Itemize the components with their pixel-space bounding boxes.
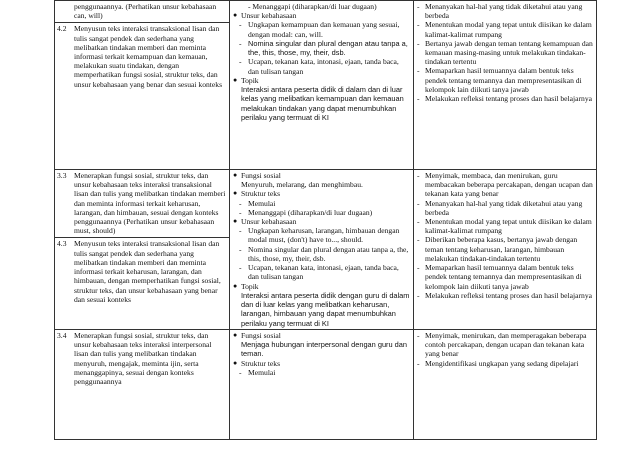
material-cell: - Menanggapi (diharapkan/di luar dugaan) ● Unsur kebahasaan - Ungkapan kemampuan dan kemauan yang sesuai, dengan modal: can, will. - Nomina singular dan plural dengan atau tanpa a, the, this, those, my, their, dsb. - Ucapan, tekanan kata, intonasi, ejaan, tanda baca, dan tulisan tangan ● Topik Interaksi antara peserta didik di dalam dan di luar kelas yang melibatkan kemampuan dan kemauan melakukan tindakan yang dapat menumbuhkan perilaku yang termuat di KI	[230, 1, 414, 170]
competency-text: Menyusun teks interaksi transaksional lisan dan tulis sangat pendek dan sederhana yang melibatkan tindakan memberi dan meminta informasi terkait kemampuan dan kemauan, melakukan suatu tindakan, dengan memperhatikan fungsi sosial, struktur teks, dan unsur kebahasaan yang benar dan sesuai konteks	[74, 24, 223, 89]
material-text: Interaksi antara peserta didik dengan guru di dalam dan di luar kelas yang melibatkan keharusan, larangan, himbauan yang dapat menumbuhkan perilaku yang termuat di KI	[241, 290, 410, 328]
bullet-icon: ●	[233, 217, 238, 226]
competency-number: 4.2	[57, 24, 67, 34]
material-subitem: Memulai	[248, 198, 276, 208]
activity-item: Mengidentifikasi ungkapan yang sedang dipelajari	[425, 358, 579, 368]
activity-item: Menentukan modal yang tepat untuk diisikan ke dalam kalimat-kalimat rumpang	[425, 20, 592, 39]
material-subitem: Ucapan, tekanan kata, intonasi, ejaan, tanda baca, dan tulisan tangan	[248, 263, 399, 282]
material-subitem: Ungkapan keharusan, larangan, himbauan dengan modal must, (don't) have to..., should.	[248, 226, 400, 245]
competency-cell	[55, 1, 230, 170]
material-heading: Fungsi sosial	[241, 171, 281, 181]
table-row	[55, 170, 597, 330]
competency-cell	[55, 329, 230, 439]
bullet-icon: ●	[233, 75, 238, 84]
material-heading: Struktur teks	[241, 358, 281, 368]
bullet-icon: ●	[233, 171, 238, 180]
activity-item: Menyimak, menirukan, dan memperagakan beberapa contoh percakapan, dengan ucapan dan tekanan kata yang benar	[425, 330, 587, 359]
competency-text: penggunaannya. (Perhatikan unsur kebahasaan can, will)	[74, 2, 217, 21]
material-heading: Unsur kebahasaan	[241, 217, 297, 227]
activity-item: Bertanya jawab dengan teman tentang kemampuan dan kemauan masing-masing untuk melakukan tindakan-tindakan tertentu	[425, 38, 593, 67]
material-text: Menyuruh, melarang, dan menghimbau.	[241, 180, 363, 190]
activity-item: Diberikan beberapa kasus, bertanya jawab dengan teman tentang keharusan, larangan, himbauan melakukan tindakan-tindakan tertentu	[425, 235, 578, 263]
activity-item: Memaparkan hasil temuannya dalam bentuk teks pendek tentang temannya dan mempresentasikan di kelompok lain diikuti tanya jawab	[425, 263, 582, 291]
material-heading: Topik	[241, 281, 259, 291]
bullet-icon: ●	[233, 330, 238, 339]
material-subitem: Nomina singular dan plural dengan atau tanpa a, the, this, those, my, their, dsb.	[248, 38, 408, 58]
competency-text: Menerapkan fungsi sosial, struktur teks, dan unsur kebahasaan teks interaksi interpersonal lisan dan tulis yang melibatkan tindakan menyuruh, mengajak, meminta ijin, serta menanggapinya, sesuai dengan konteks penggunaannya	[74, 330, 212, 386]
activity-item: Menanyakan hal-hal yang tidak diketahui atau yang berbeda	[425, 198, 583, 217]
material-subitem: Nomina singular dan plural dengan atau tanpa a, the, this, those, my, their, dsb.	[248, 244, 409, 263]
activity-item: Melakukan refleksi tentang proses dan hasil belajarnya	[425, 290, 593, 300]
material-subitem: Menanggapi (diharapkan/di luar dugaan)	[248, 207, 373, 217]
competency-number: 4.3	[57, 239, 67, 249]
competency-item	[55, 1, 229, 22]
bullet-icon: ●	[233, 11, 238, 20]
material-subitem: - Menanggapi (diharapkan/di luar dugaan)	[248, 2, 377, 11]
material-subitem: Ungkapan kemampuan dan kemauan yang sesuai, dengan modal: can, will.	[248, 20, 400, 39]
competency-item	[55, 330, 229, 388]
bullet-icon: ●	[233, 281, 238, 290]
material-heading: Struktur teks	[241, 189, 281, 199]
activity-cell: - Menyimak, membaca, dan menirukan, guru membacakan beberapa percakapan, dengan ucapan dan tekanan kata yang benar - Menanyakan hal-hal yang tidak diketahui atau yang berbeda - Menentukan modal yang tepat untuk diisikan ke dalam kalimat-kalimat rumpang - Diberikan beberapa kasus, bertanya jawab dengan teman tentang keharusan, larangan, himbauan melakukan tindakan-tindakan tertentu - Memaparkan hasil temuannya dalam bentuk teks pendek tentang temannya dan mempresentasikan di kelompok lain diikuti tanya jawab - Melakukan refleksi tentang proses dan hasil belajarnya	[414, 170, 597, 330]
curriculum-table	[54, 0, 597, 440]
activity-cell: - Menyimak, menirukan, dan memperagakan beberapa contoh percakapan, dengan ucapan dan tekanan kata yang benar - Mengidentifikasi ungkapan yang sedang dipelajari	[414, 329, 597, 439]
material-heading: Fungsi sosial	[241, 330, 281, 340]
material-heading: Unsur kebahasaan	[241, 11, 297, 21]
competency-number	[57, 2, 74, 20]
activity-item: Memaparkan hasil temuannya dalam bentuk teks pendek tentang temannya dan mempresentasikan di kelompok lain diikuti tanya jawab	[425, 66, 582, 94]
material-subitem: Ucapan, tekanan kata, intonasi, ejaan, tanda baca, dan tulisan tangan	[248, 57, 399, 76]
activity-item: Melakukan refleksi tentang proses dan hasil belajarnya	[425, 94, 593, 104]
competency-item	[55, 170, 229, 237]
competency-number: 3.3	[57, 171, 67, 181]
competency-cell	[55, 170, 230, 330]
material-heading: Topik	[241, 75, 259, 85]
competency-number: 3.4	[57, 330, 67, 340]
material-text: Menjaga hubungan interpersonal dengan guru dan teman.	[241, 340, 408, 359]
competency-item	[55, 237, 229, 305]
competency-item	[55, 22, 229, 90]
activity-cell: - Menanyakan hal-hal yang tidak diketahui atau yang berbeda - Menentukan modal yang tepat untuk diisikan ke dalam kalimat-kalimat rumpang - Bertanya jawab dengan teman tentang kemampuan dan kemauan masing-masing untuk melakukan tindakan-tindakan tertentu - Memaparkan hasil temuannya dalam bentuk teks pendek tentang temannya dan mempresentasikan di kelompok lain diikuti tanya jawab - Melakukan refleksi tentang proses dan hasil belajarnya	[414, 1, 597, 170]
competency-text: Menerapkan fungsi sosial, struktur teks, dan unsur kebahasaan teks interaksi transaksional lisan dan tulis yang melibatkan tindakan memberi dan meminta informasi terkait keharusan, larangan, dan himbauan, sesuai dengan konteks penggunaannya (Perhatikan unsur kebahasaan must, should)	[74, 171, 226, 236]
competency-text: Menyusun teks interaksi transaksional lisan dan tulis sangat pendek dan sederhana yang melibatkan tindakan memberi dan meminta informasi terkait keharusan, larangan, dan himbauan, dengan memperhatikan fungsi sosial, struktur teks, dan unsur kebahasaan yang benar dan sesuai konteks	[74, 239, 221, 304]
bullet-icon: ●	[233, 358, 238, 367]
material-cell: ● Fungsi sosial Menyuruh, melarang, dan menghimbau. ● Struktur teks - Memulai - Menanggapi (diharapkan/di luar dugaan) ● Unsur kebahasaan - Ungkapan keharusan, larangan, himbauan dengan modal must, (don't) have to..., should. - Nomina singular dan plural dengan atau tanpa a, the, this, those, my, their, dsb. - Ucapan, tekanan kata, intonasi, ejaan, tanda baca, dan tulisan tangan ● Topik Interaksi antara peserta didik dengan guru di dalam dan di luar kelas yang melibatkan keharusan, larangan, himbauan yang dapat menumbuhkan perilaku yang termuat di KI	[230, 170, 414, 330]
material-cell: ● Fungsi sosial Menjaga hubungan interpersonal dengan guru dan teman. ● Struktur teks - Memulai	[230, 329, 414, 439]
activity-item: Menyimak, membaca, dan menirukan, guru membacakan beberapa percakapan, dengan ucapan dan tekanan kata yang benar	[425, 171, 593, 199]
table-row	[55, 329, 597, 439]
activity-item: Menanyakan hal-hal yang tidak diketahui atau yang berbeda	[425, 2, 583, 21]
material-subitem: Memulai	[248, 367, 276, 377]
bullet-icon: ●	[233, 189, 238, 198]
material-text: Interaksi antara peserta didik di dalam dan di luar kelas yang melibatkan kemampuan dan kemauan melakukan tindakan yang dapat menumbuhkan perilaku yang termuat di KI	[241, 85, 404, 122]
activity-item: Menentukan modal yang tepat untuk diisikan ke dalam kalimat-kalimat rumpang	[425, 217, 592, 236]
table-row	[55, 1, 597, 170]
